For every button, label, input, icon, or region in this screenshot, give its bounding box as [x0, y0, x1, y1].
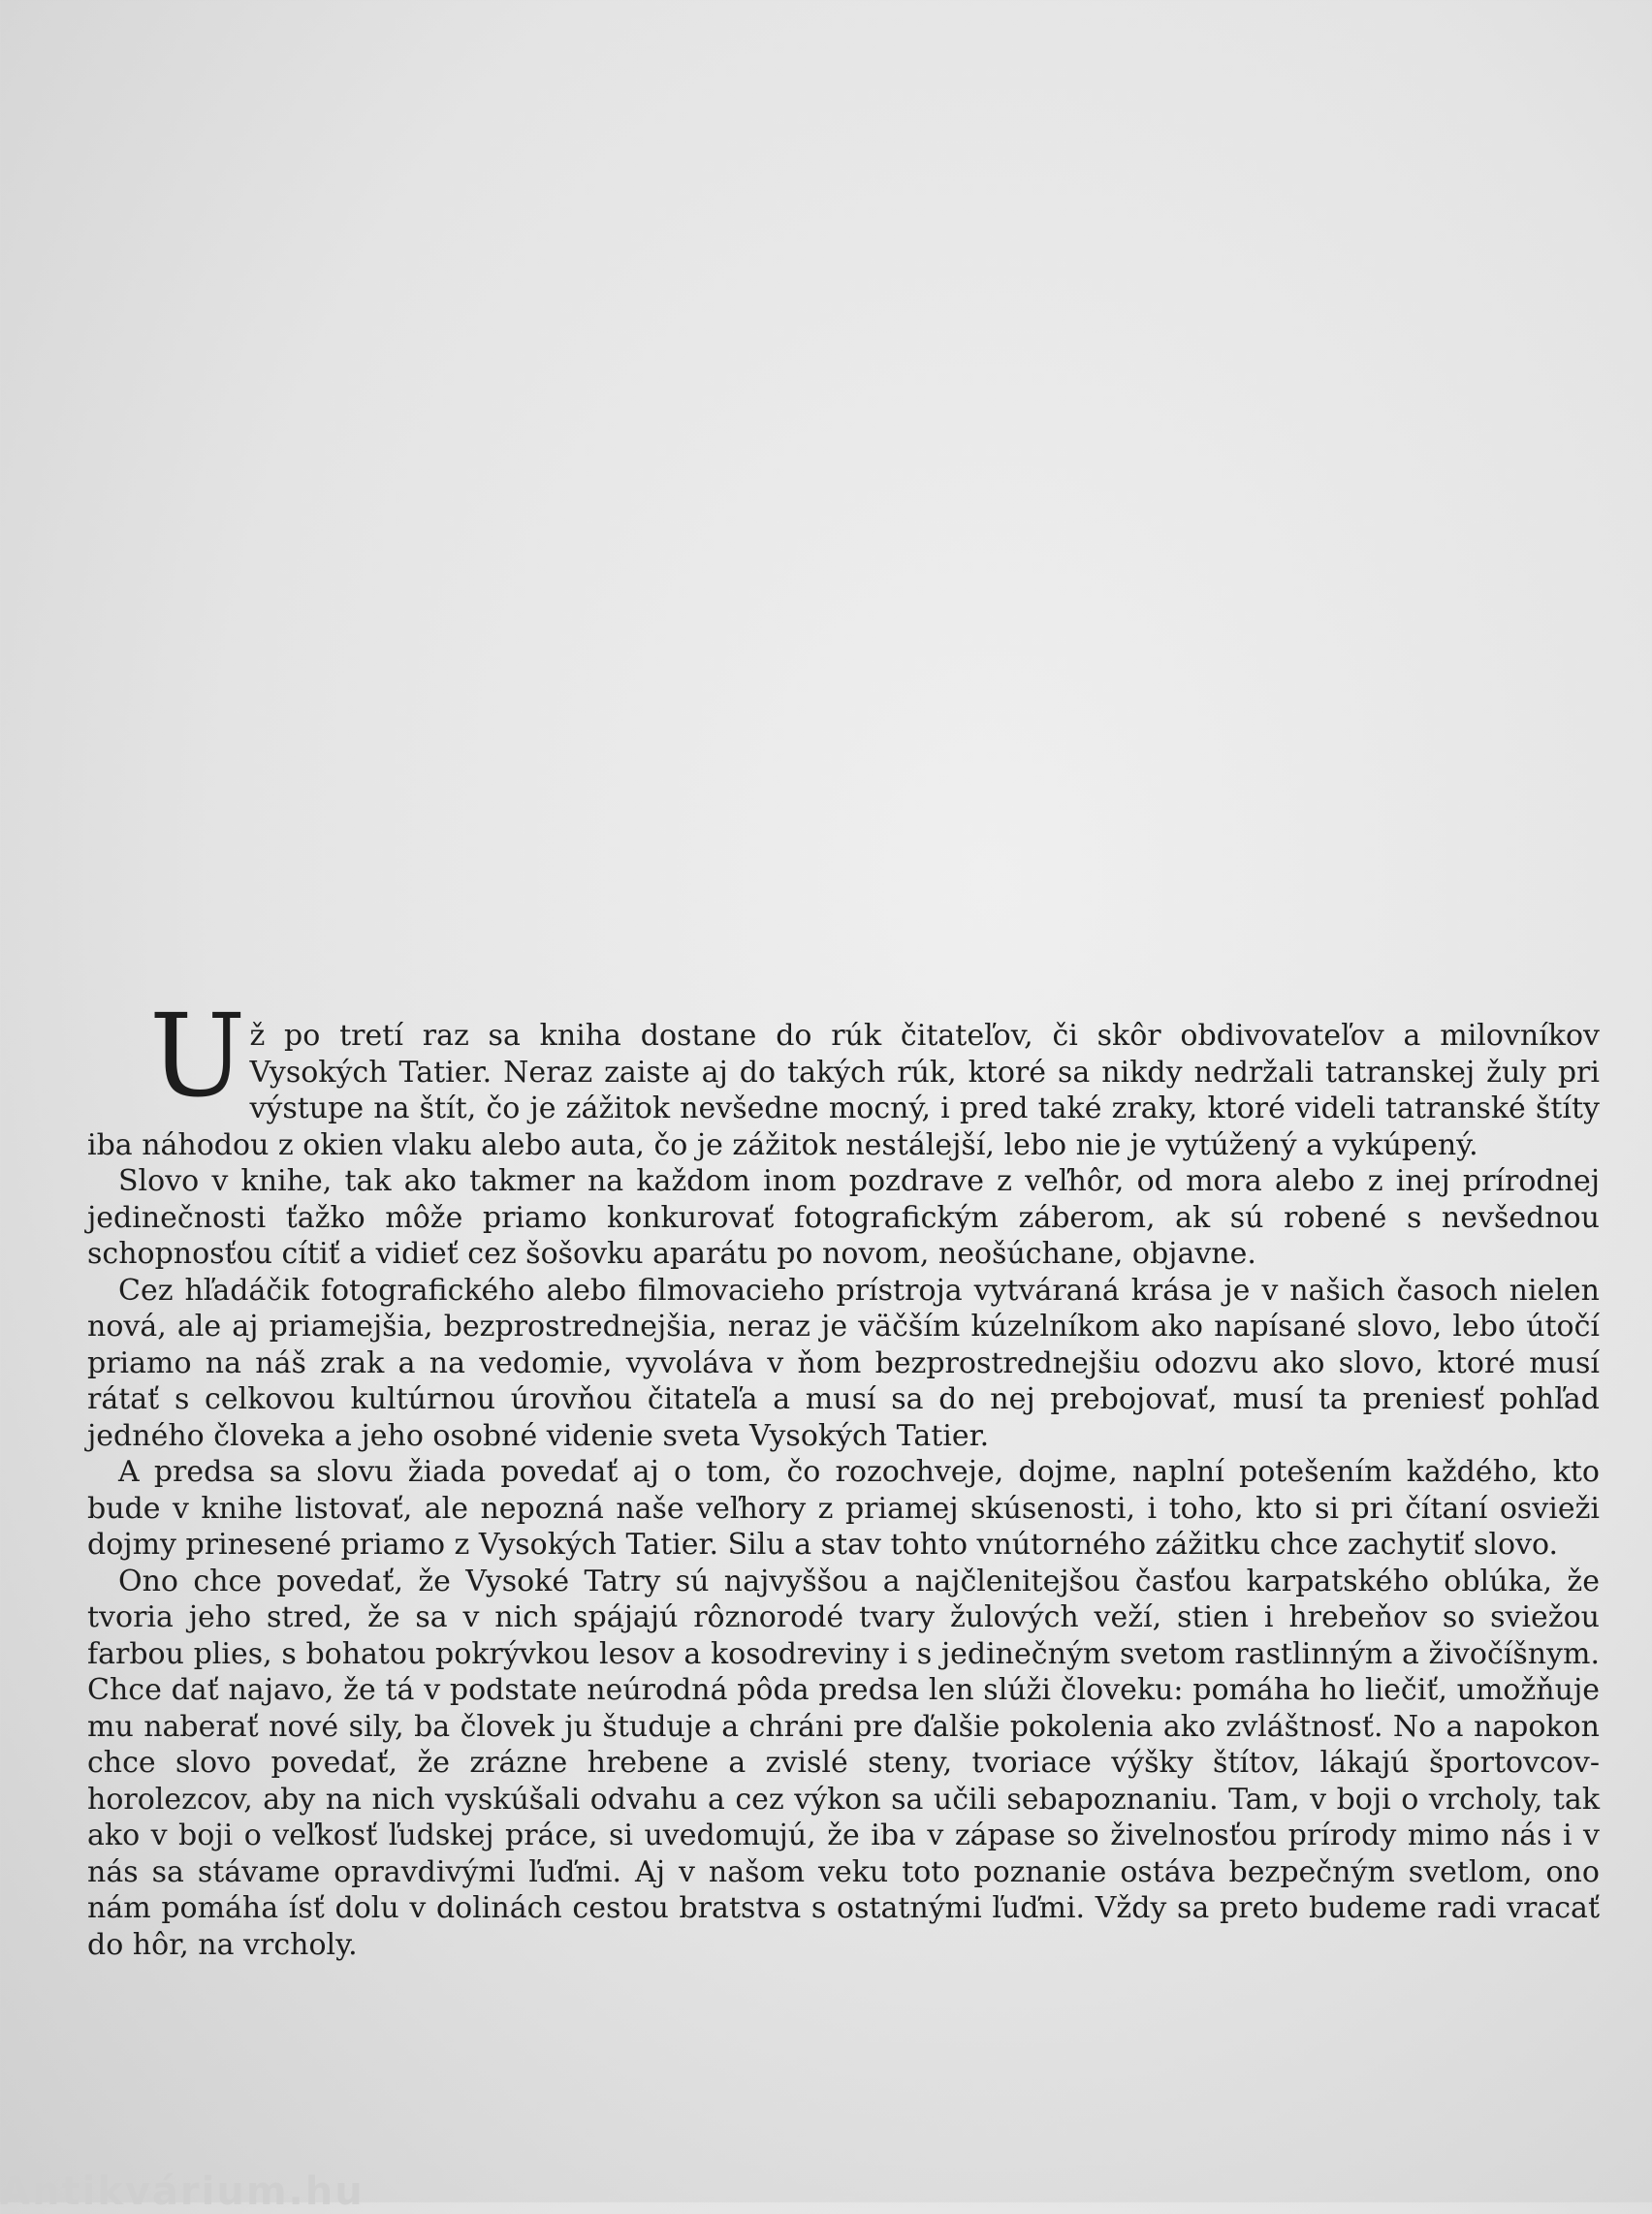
watermark: Antikvárium.hu [0, 2169, 365, 2214]
paragraph-5: Ono chce povedať, že Vysoké Tatry sú najvyššou a najčlenitejšou časťou karpatského oblúka, že tvoria jeho stred, že sa v nich spájajú rôznorodé tvary žulových veží, stien i hrebeňov so sviežou farbou plies, s bohatou pokrývkou lesov a kosodreviny i s jedinečným svetom rastlinným a živočíšnym. Chce dať najavo, že tá v podstate neúrodná pôda predsa len slúži človeku: pomáha ho liečiť, umožňuje mu naberať nové sily, ba človek ju študuje a chráni pre ďalšie pokolenia ako zvláštnosť. No a napokon chce slovo povedať, že zrázne hrebene a zvislé steny, tvoriace výšky štítov, lákajú športovcov-horolezcov, aby na nich vyskúšali odvahu a cez výkon sa učili sebapoznaniu. Tam, v boji o vrcholy, tak ako v boji o veľkosť ľudskej práce, si uvedomujú, že iba v zápase so živelnosťou prírody mimo nás i v nás sa stávame opravdivými ľuďmi. Aj v našom veku toto poznanie ostáva bezpečným svetlom, ono nám pomáha ísť dolu v dolinách cestou bratstva s ostatnými ľuďmi. Vždy sa preto budeme radi vracať do hôr, na vrcholy. [87, 1564, 1600, 1962]
paragraph-1 [87, 989, 1600, 1163]
paragraph-1-text: ž po tretí raz sa kniha dostane do rúk čitateľov, či skôr obdivovateľov a milovníkov Vysokých Tatier. Neraz zaiste aj do takých rúk, ktoré sa nikdy nedržali tatranskej žuly pri výstupe na štít, čo je zážitok nevšedne mocný, i pred také zraky, ktoré videli tatranské štíty iba náhodou z okien vlaku alebo auta, čo je zážitok nestálejší, lebo nie je vytúžený a vykúpený. [87, 1019, 1600, 1162]
paragraph-4: A predsa sa slovu žiada povedať aj o tom, čo rozochveje, dojme, naplní potešením každého, kto bude v knihe listovať, ale nepozná naše veľhory z priamej skúsenosti, i toho, kto si pri čítaní osvieži dojmy prinesené priamo z Vysokých Tatier. Silu a stav tohto vnútorného zážitku chce zachytiť slovo. [87, 1455, 1600, 1562]
paragraph-3: Cez hľadáčik fotografického alebo filmovacieho prístroja vytváraná krása je v našich časoch nielen nová, ale aj priamejšia, bezprostrednejšia, neraz je väčším kúzelníkom ako napísané slovo, lebo útočí priamo na náš zrak a na vedomie, vyvoláva v ňom bezprostrednejšiu odozvu ako slovo, ktoré musí rátať s celkovou kultúrnou úrovňou čitateľa a musí sa do nej prebojovať, musí ta preniesť pohľad jedného človeka a jeho osobné videnie sveta Vysokých Tatier. [87, 1273, 1600, 1453]
drop-cap: U [149, 989, 246, 1123]
paragraph-2: Slovo v knihe, tak ako takmer na každom inom pozdrave z veľhôr, od mora alebo z inej prírodnej jedinečnosti ťažko môže priamo konkurovať fotografickým záberom, ak sú robené s nevšednou schopnosťou cítiť a vidieť cez šošovku aparátu po novom, neošúchane, objavne. [87, 1164, 1600, 1271]
body-text [87, 989, 1600, 1963]
